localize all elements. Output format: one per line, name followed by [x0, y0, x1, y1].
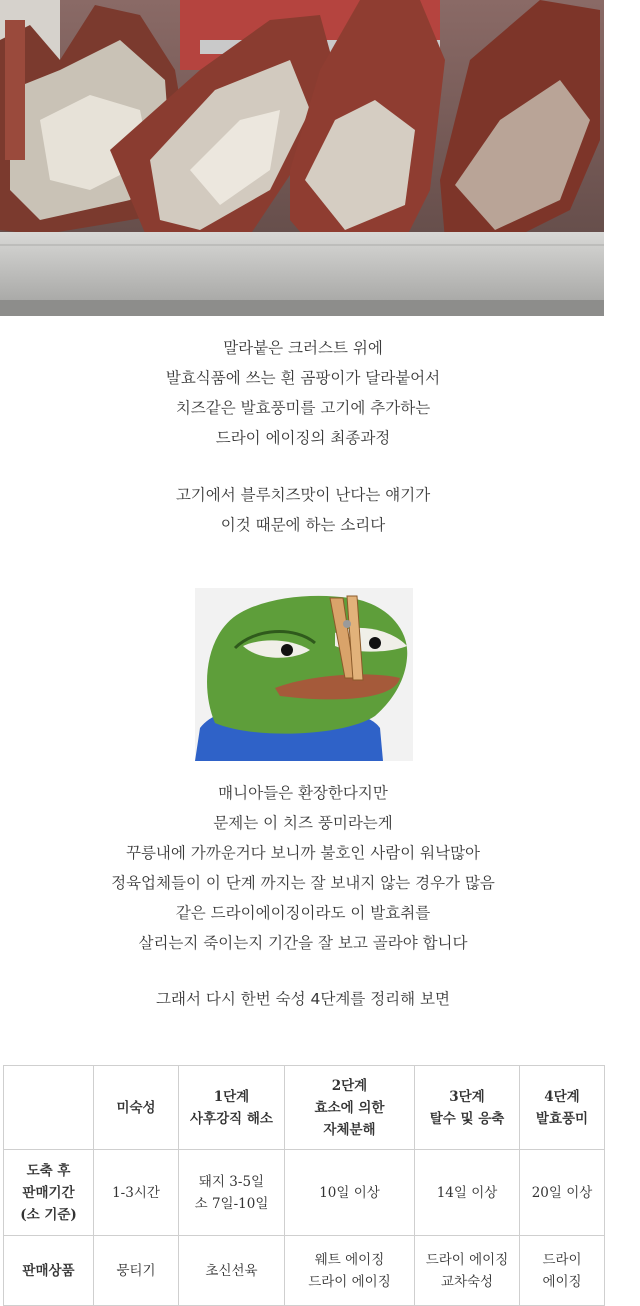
header-stage-3: 3단계 탈수 및 응축 [415, 1066, 520, 1150]
header-stage-2: 2단계 효소에 의한 자체분해 [285, 1066, 415, 1150]
table-cell: 1-3시간 [94, 1150, 179, 1236]
text-line: 드라이 에이징의 최종과정 [215, 429, 391, 447]
table-cell: 드라이 에이징 [520, 1236, 605, 1306]
table-cell: 뭉티기 [94, 1236, 179, 1306]
text-line: 이것 때문에 하는 소리다 [220, 516, 386, 534]
table-header-row [4, 1066, 605, 1150]
header-unaged: 미숙성 [94, 1066, 179, 1150]
row-label-sale-period: 도축 후 판매기간 (소 기준) [4, 1150, 94, 1236]
aging-stages-table [3, 1065, 605, 1306]
text-line: 매니아들은 환장한다지만 [218, 784, 388, 802]
text-line: 치즈같은 발효풍미를 고기에 추가하는 [175, 399, 431, 417]
text-line: 정육업체들이 이 단계 까지는 잘 보내지 않는 경우가 많음 [111, 874, 495, 892]
dry-aged-beef-photo [0, 0, 604, 316]
paragraph-summary-intro [0, 984, 606, 1014]
table-row-sale-period [4, 1150, 605, 1236]
text-line: 꾸릉내에 가까운거다 보니까 불호인 사람이 워낙많아 [125, 844, 481, 862]
table-cell: 드라이 에이징 교차숙성 [415, 1236, 520, 1306]
text-line: 살리는지 죽이는지 기간을 잘 보고 골라야 합니다 [138, 934, 468, 952]
table-row-products [4, 1236, 605, 1306]
table-cell: 돼지 3-5일 소 7일-10일 [179, 1150, 285, 1236]
text-line: 말라붙은 크러스트 위에 [223, 339, 383, 357]
text-line: 같은 드라이에이징이라도 이 발효취를 [175, 904, 431, 922]
text-line: 고기에서 블루치즈맛이 난다는 얘기가 [175, 486, 431, 504]
pepe-clothespin-image [195, 588, 413, 761]
table-cell: 10일 이상 [285, 1150, 415, 1236]
paragraph-white-mold [0, 333, 606, 453]
text-line: 그래서 다시 한번 숙성 4단계를 정리해 보면 [156, 990, 450, 1008]
table-cell: 초신선육 [179, 1236, 285, 1306]
paragraph-blue-cheese [0, 480, 606, 540]
header-empty [4, 1066, 94, 1150]
row-label-products: 판매상품 [4, 1236, 94, 1306]
paragraph-fermentation-smell [0, 778, 606, 958]
table-cell: 14일 이상 [415, 1150, 520, 1236]
text-line: 문제는 이 치즈 풍미라는게 [213, 814, 393, 832]
text-line: 발효식품에 쓰는 흰 곰팡이가 달라붙어서 [165, 369, 441, 387]
table-cell: 20일 이상 [520, 1150, 605, 1236]
header-stage-4: 4단계 발효풍미 [520, 1066, 605, 1150]
header-stage-1: 1단계 사후강직 해소 [179, 1066, 285, 1150]
table-cell: 웨트 에이징 드라이 에이징 [285, 1236, 415, 1306]
